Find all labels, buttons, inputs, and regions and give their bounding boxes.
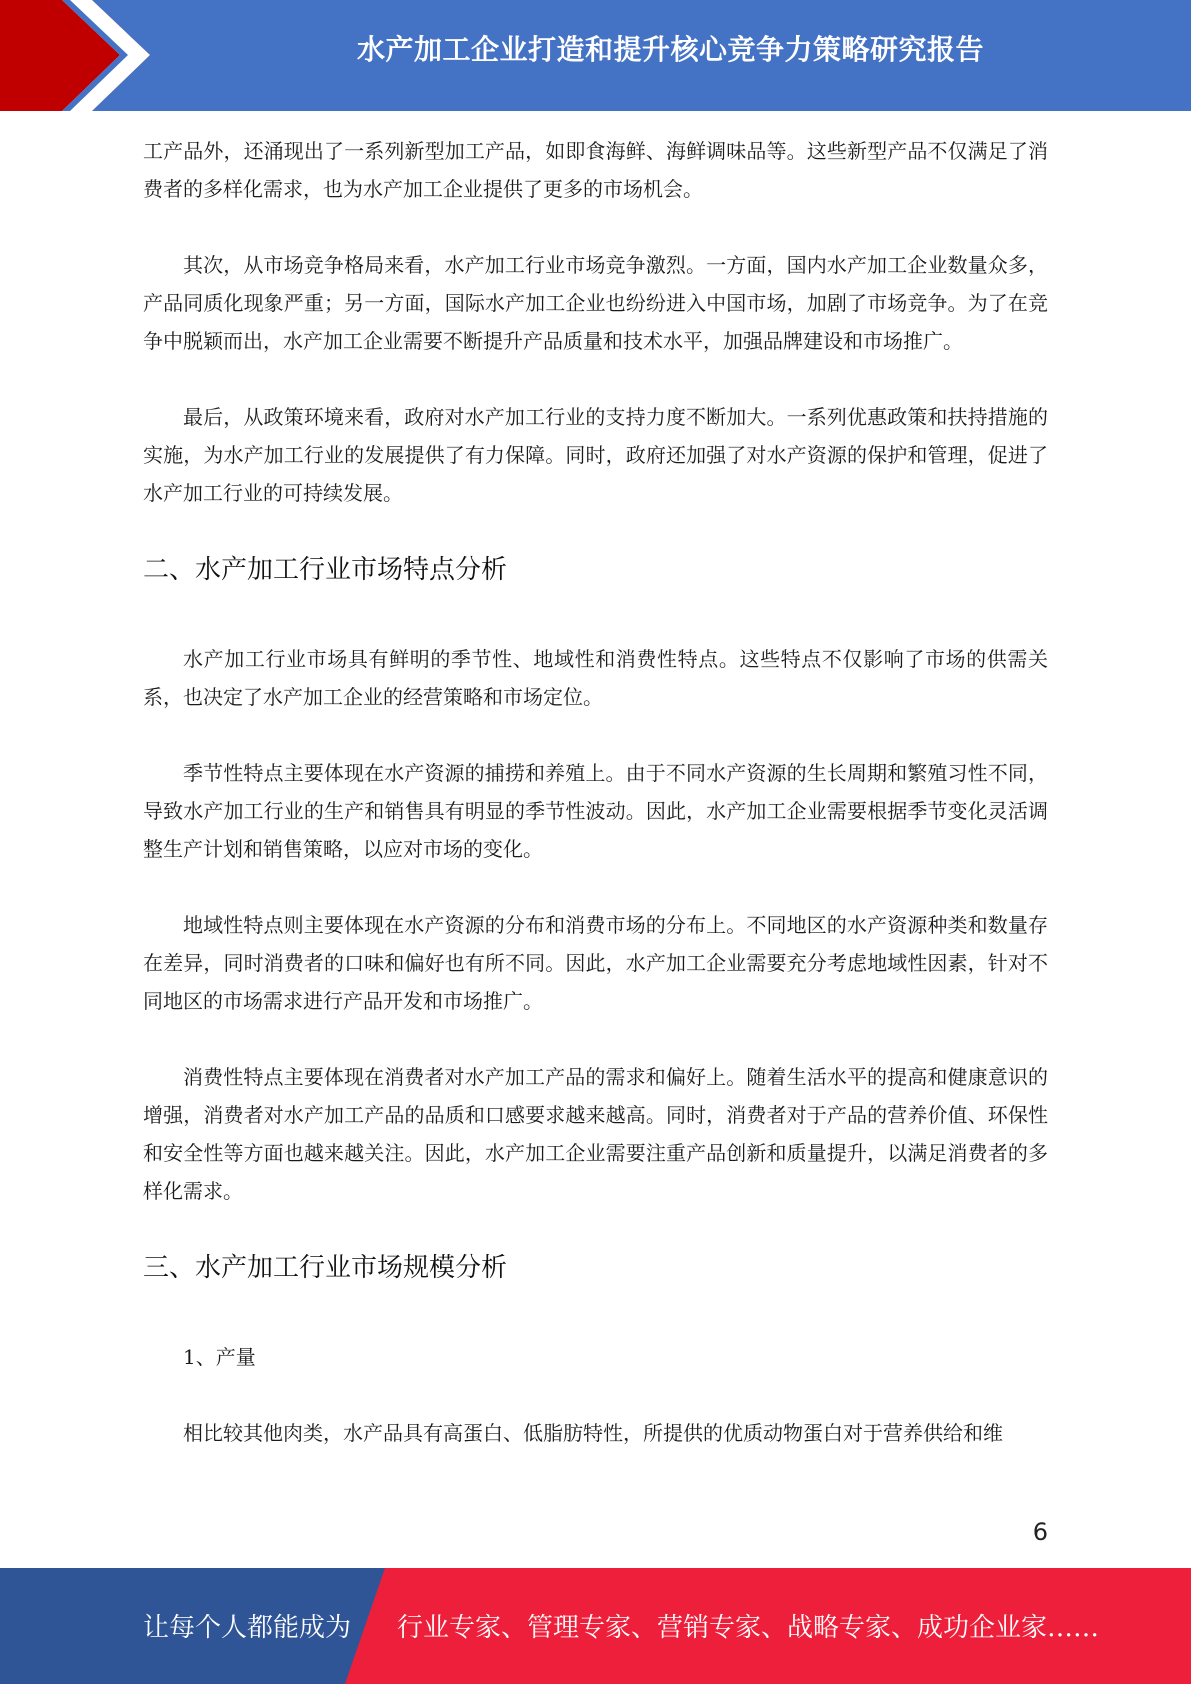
footer-slogan-left: 让每个人都能成为 xyxy=(143,1613,352,1643)
report-title: 水产加工企业打造和提升核心竞争力策略研究报告 xyxy=(356,33,984,66)
paragraph-market-features-intro: 水产加工行业市场具有鲜明的季节性、地域性和消费性特点。这些特点不仅影响了市场的供需关系，也决定了水产加工企业的经营策略和市场定位。 xyxy=(143,647,1048,709)
paragraph-competition: 其次，从市场竞争格局来看，水产加工行业市场竞争激烈。一方面，国内水产加工企业数量众多，产品同质化现象严重；另一方面，国际水产加工企业也纷纷进入中国市场，加剧了市场竞争。为了在竞争中脱颖而出，水产加工企业需要不断提升产品质量和技术水平，加强品牌建设和市场推广。 xyxy=(143,253,1048,353)
header-chevron-decoration xyxy=(0,0,150,111)
paragraph-consumption: 消费性特点主要体现在消费者对水产加工产品的需求和偏好上。随着生活水平的提高和健康意识的增强，消费者对水产加工产品的品质和口感要求越来越高。同时，消费者对于产品的营养价值、环保性和安全性等方面也越来越关注。因此，水产加工企业需要注重产品创新和质量提升，以满足消费者的多样化需求。 xyxy=(143,1065,1048,1203)
paragraph-policy: 最后，从政策环境来看，政府对水产加工行业的支持力度不断加大。一系列优惠政策和扶持措施的实施，为水产加工行业的发展提供了有力保障。同时，政府还加强了对水产资源的保护和管理，促进了水产加工行业的可持续发展。 xyxy=(143,405,1048,505)
page-footer xyxy=(0,1568,1191,1684)
paragraph-output: 相比较其他肉类，水产品具有高蛋白、低脂肪特性，所提供的优质动物蛋白对于营养供给和维 xyxy=(183,1421,1003,1445)
paragraph-regionality: 地域性特点则主要体现在水产资源的分布和消费市场的分布上。不同地区的水产资源种类和数量存在差异，同时消费者的口味和偏好也有所不同。因此，水产加工企业需要充分考虑地域性因素，针对不同地区的市场需求进行产品开发和市场推广。 xyxy=(143,913,1048,1013)
continued-paragraph: 工产品外，还涌现出了一系列新型加工产品，如即食海鲜、海鲜调味品等。这些新型产品不仅满足了消费者的多样化需求，也为水产加工企业提供了更多的市场机会。 xyxy=(143,139,1048,201)
page-content xyxy=(143,132,1048,1490)
page-number: 6 xyxy=(1032,1518,1048,1546)
section-heading-market-features: 二、水产加工行业市场特点分析 xyxy=(143,555,508,585)
subheading-output: 1、产量 xyxy=(183,1345,256,1369)
section-heading-market-size: 三、水产加工行业市场规模分析 xyxy=(143,1253,508,1283)
footer-slogan-right: 行业专家、管理专家、营销专家、战略专家、成功企业家…… xyxy=(397,1613,1100,1643)
page-header xyxy=(0,0,1191,111)
paragraph-seasonality: 季节性特点主要体现在水产资源的捕捞和养殖上。由于不同水产资源的生长周期和繁殖习性不同，导致水产加工行业的生产和销售具有明显的季节性波动。因此，水产加工企业需要根据季节变化灵活调整生产计划和销售策略，以应对市场的变化。 xyxy=(143,761,1048,861)
